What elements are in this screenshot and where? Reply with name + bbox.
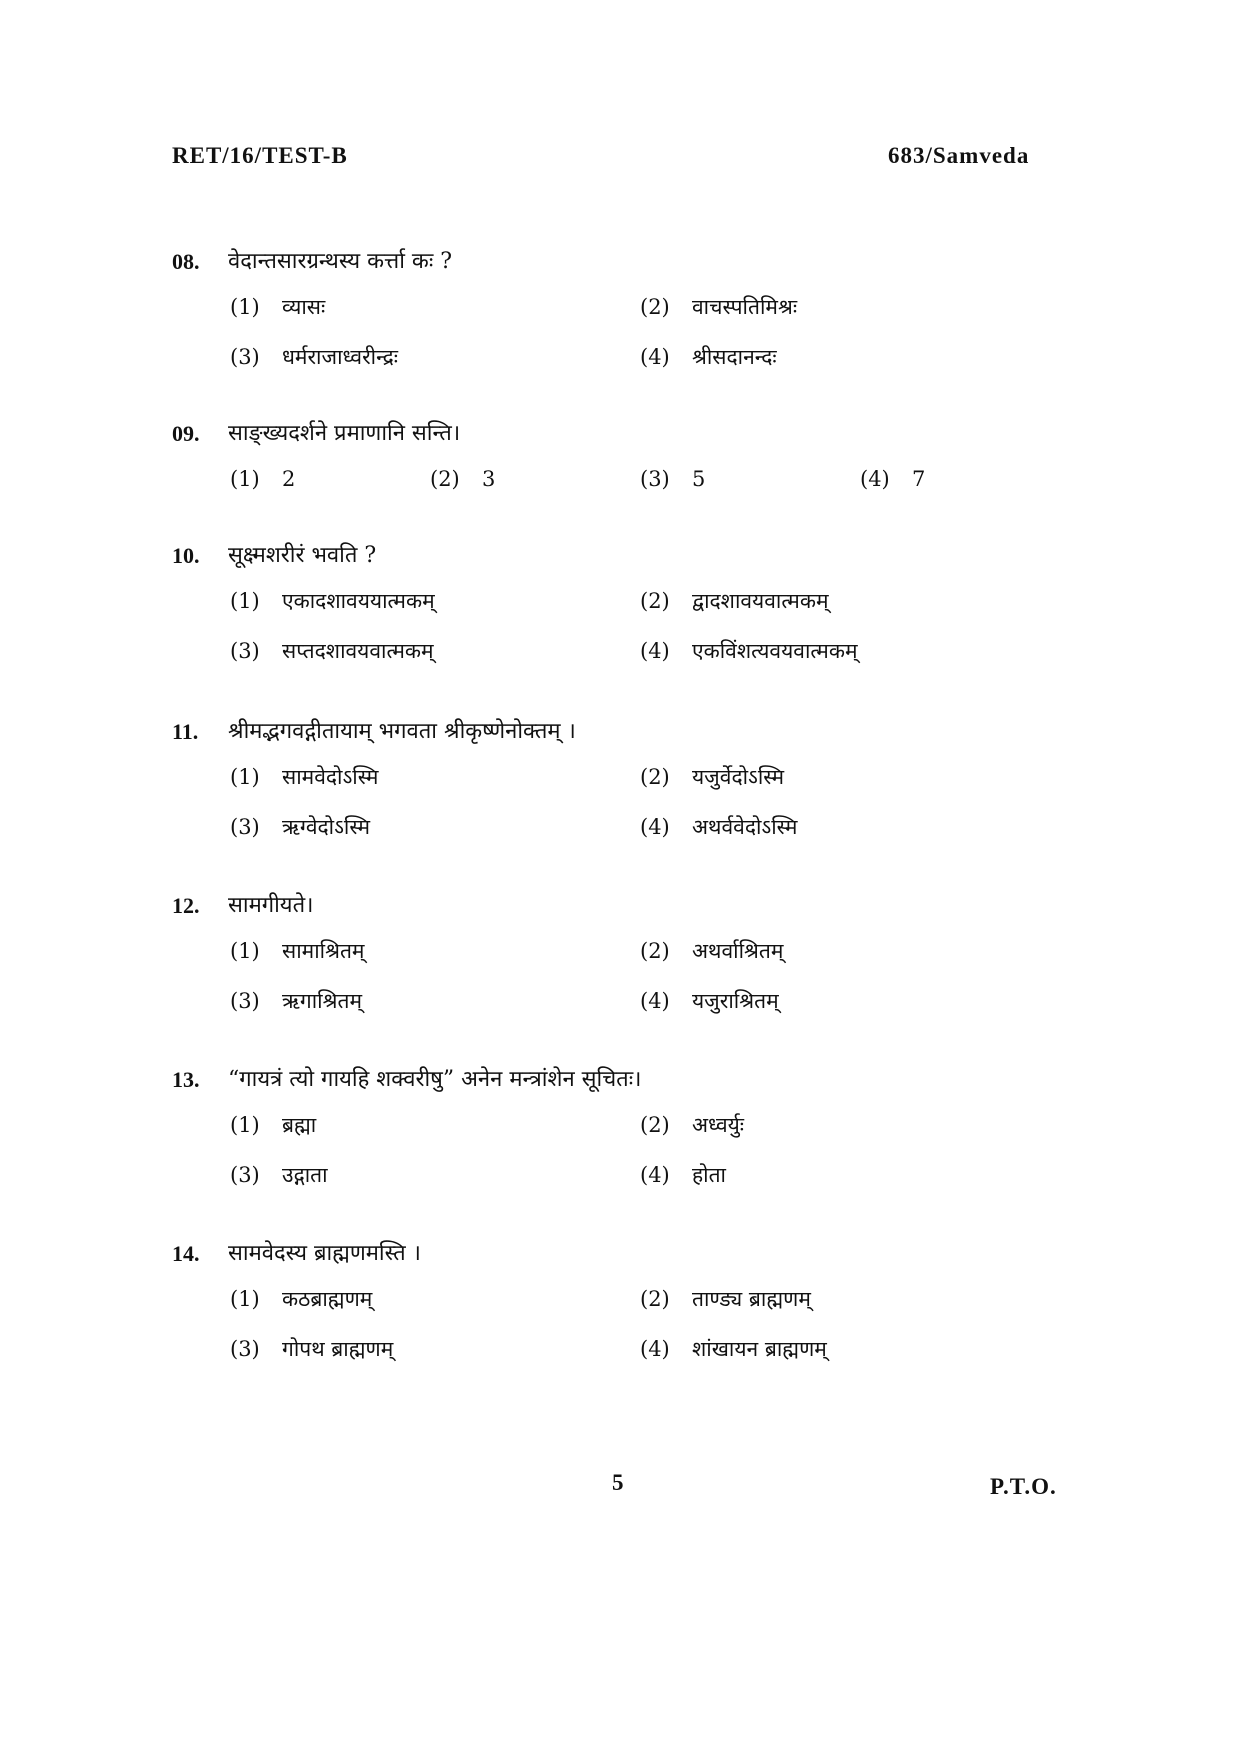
- subject-code: 683/Samveda: [888, 143, 1030, 168]
- question-number: 13.: [172, 1067, 200, 1092]
- option-3: (3) उद्गाता: [230, 1163, 328, 1187]
- option-3: (3) 5: [640, 467, 706, 491]
- question-number: 11.: [172, 719, 199, 744]
- option-3: (3) ऋगाश्रितम्: [230, 989, 363, 1013]
- option-2: (2) द्वादशावयवात्मकम्: [640, 589, 829, 613]
- question-text: सूक्ष्मशरीरं भवति ?: [228, 543, 377, 568]
- question-text: साङ्ख्यदर्शने प्रमाणानि सन्ति।: [228, 421, 461, 446]
- option-4: (4) 7: [860, 467, 926, 491]
- option-2: (2) ताण्ड्य ब्राह्मणम्: [640, 1287, 811, 1311]
- option-4: (4) अथर्ववेदोऽस्मि: [640, 815, 798, 839]
- option-4: (4) श्रीसदानन्दः: [640, 345, 777, 369]
- option-3: (3) धर्मराजाध्वरीन्द्रः: [230, 345, 399, 369]
- question-number: 10.: [172, 543, 200, 568]
- option-1: (1) सामवेदोऽस्मि: [230, 765, 379, 789]
- option-4: (4) एकविंशत्यवयवात्मकम्: [640, 639, 858, 663]
- question-number: 14.: [172, 1241, 200, 1266]
- option-2: (2) 3: [430, 467, 496, 491]
- question-number: 12.: [172, 893, 200, 918]
- question-text: वेदान्तसारग्रन्थस्य कर्त्ता कः ?: [228, 249, 453, 274]
- option-1: (1) व्यासः: [230, 295, 326, 319]
- option-3: (3) सप्तदशावयवात्मकम्: [230, 639, 434, 663]
- question-number: 08.: [172, 249, 200, 274]
- option-1: (1) कठब्राह्मणम्: [230, 1287, 373, 1311]
- question-text: “गायत्रं त्यो गायहि शक्वरीषु” अनेन मन्त्रांशेन सूचितः।: [228, 1067, 642, 1092]
- question-12: [172, 886, 1072, 1026]
- question-text: सामगीयते।: [228, 893, 314, 918]
- option-1: (1) ब्रह्मा: [230, 1113, 317, 1137]
- question-08: [172, 242, 1072, 382]
- option-1: (1) सामाश्रितम्: [230, 939, 365, 963]
- option-1: (1) एकादशावययात्मकम्: [230, 589, 435, 613]
- option-3: (3) ऋग्वेदोऽस्मि: [230, 815, 371, 839]
- pto-label: P.T.O.: [990, 1474, 1057, 1499]
- option-2: (2) अध्वर्युः: [640, 1113, 745, 1137]
- page-number: 5: [612, 1470, 624, 1495]
- option-4: (4) शांखायन ब्राह्मणम्: [640, 1337, 827, 1361]
- paper-code: RET/16/TEST-B: [172, 143, 348, 168]
- question-09: [172, 414, 1072, 504]
- question-text: श्रीमद्भगवद्गीतायाम् भगवता श्रीकृष्णेनोक्तम् ।: [228, 719, 576, 744]
- question-14: [172, 1234, 1072, 1374]
- option-4: (4) होता: [640, 1163, 726, 1187]
- question-text: सामवेदस्य ब्राह्मणमस्ति ।: [228, 1241, 422, 1266]
- option-3: (3) गोपथ ब्राह्मणम्: [230, 1337, 394, 1361]
- question-number: 09.: [172, 421, 200, 446]
- question-13: [172, 1060, 1072, 1200]
- question-10: [172, 536, 1072, 676]
- option-4: (4) यजुराश्रितम्: [640, 989, 779, 1013]
- question-11: [172, 712, 1072, 852]
- option-2: (2) यजुर्वेदोऽस्मि: [640, 765, 785, 789]
- option-1: (1) 2: [230, 467, 296, 491]
- option-2: (2) अथर्वाश्रितम्: [640, 939, 784, 963]
- option-2: (2) वाचस्पतिमिश्रः: [640, 295, 798, 319]
